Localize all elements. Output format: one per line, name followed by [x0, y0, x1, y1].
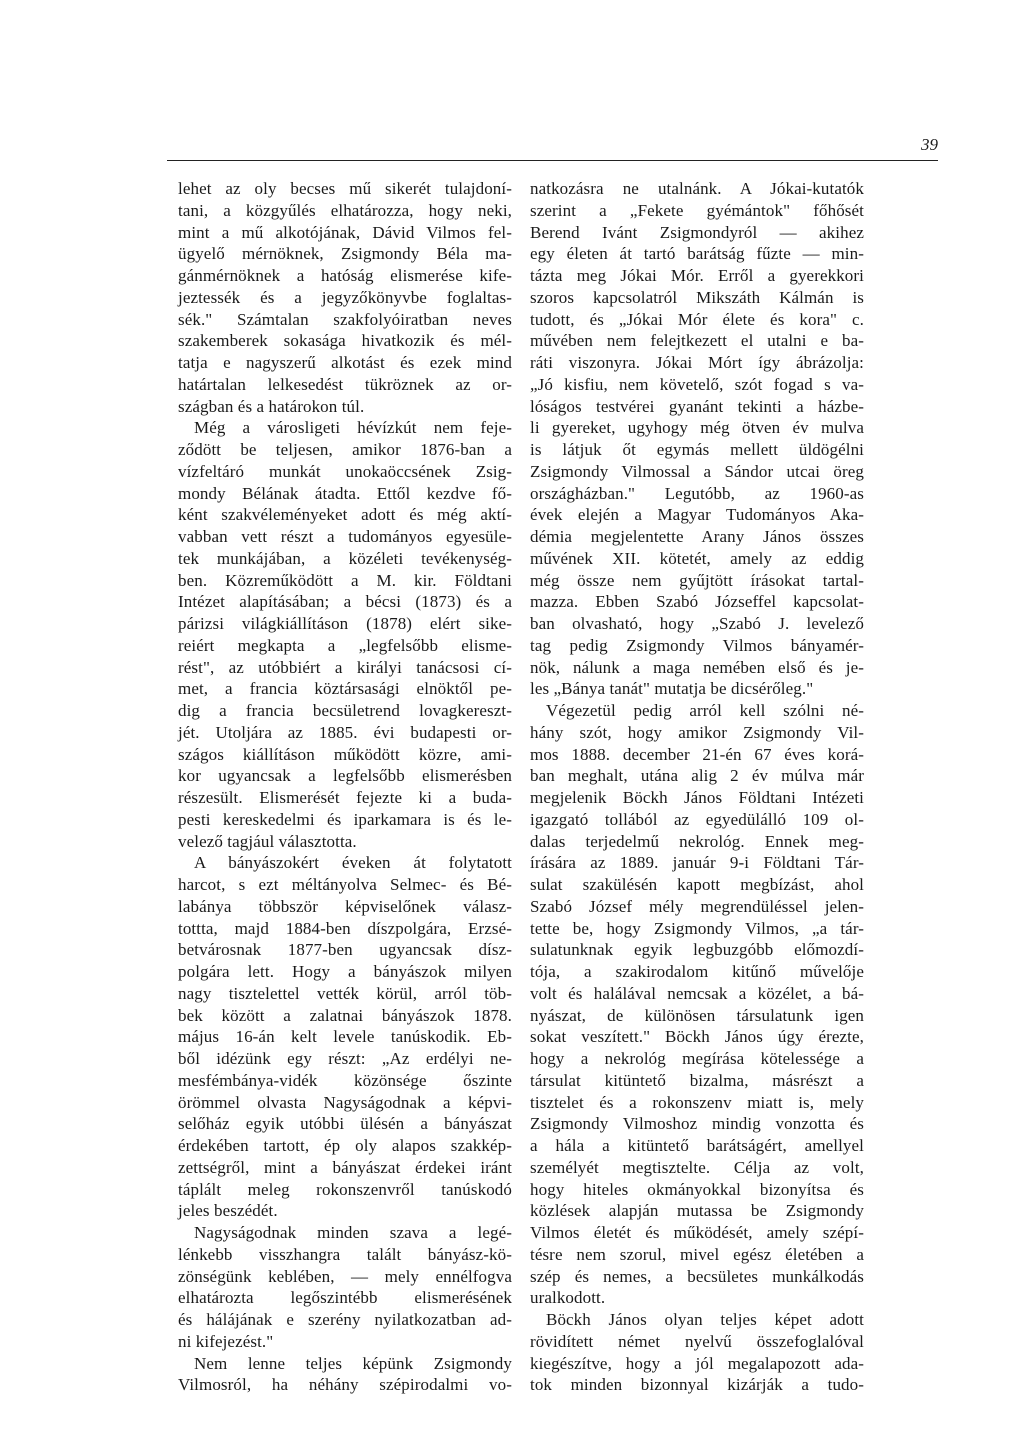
text-line: ződött be teljesen, amikor 1876-ban a: [178, 440, 512, 459]
text-line: velező tagjául választotta.: [178, 831, 357, 851]
text-line: jeztessék és a jegyzőkönyvbe foglaltas-: [178, 287, 512, 307]
header-rule: [167, 160, 938, 161]
text-line: sokat veszített." Böckh János úgy érezte,: [530, 1027, 864, 1047]
text-line: rövidített német nyelvű összefoglalóval: [530, 1331, 864, 1351]
text-line: zönségünk keblében, — mely ennélfogva: [178, 1266, 512, 1286]
text-line: jét. Utoljára az 1885. évi budapesti or-: [178, 722, 512, 742]
text-line: ből idézünk egy részt: „Az erdélyi ne-: [178, 1049, 512, 1068]
text-line: szoros kapcsolatról Mikszáth Kálmán is: [530, 287, 864, 307]
text-line: tója, a szakirodalom kitűnő művelője: [530, 962, 864, 981]
text-line: kiegészítve, hogy a jól megalapozott ada-: [530, 1353, 864, 1373]
text-line: tottta, majd 1884-ben díszpolgára, Erzsé-: [178, 918, 512, 938]
text-line: polgára lett. Hogy a bányászok milyen: [178, 962, 512, 981]
text-line: betvárosnak 1877-ben ugyancsak dísz-: [178, 940, 512, 960]
text-line: pesti kereskedelmi és iparkamara is és le-: [178, 809, 512, 829]
text-line: párizsi világkiállításon (1878) elért sike-: [178, 614, 512, 633]
text-line: Vilmosról, ha néhány szépirodalmi vo-: [178, 1375, 512, 1395]
text-line: lóságos testvérei gyanánt tekinti a házbe-: [530, 396, 864, 416]
text-line: ban meghalt, utána alig 2 év múlva már: [530, 766, 864, 786]
text-line: Nagyságodnak minden szava a legé-: [194, 1223, 512, 1242]
text-line: Szabó József mély megrendüléssel jelen-: [530, 896, 864, 916]
text-line: Zsigmondy Vilmossal a Sándor utcai öreg: [530, 461, 864, 481]
text-line: érdekében tartott, ép oly alapos szakkép-: [178, 1136, 512, 1155]
text-line: határtalan lelkesedést tükröznek az or-: [178, 374, 512, 394]
text-line: örömmel olvasta Nagyságodnak a képvi-: [178, 1092, 512, 1112]
text-line: uralkodott.: [530, 1288, 606, 1308]
text-line: Még a városligeti hévízkút nem feje-: [194, 418, 512, 438]
text-line: írására az 1889. január 9-i Földtani Tár-: [530, 853, 864, 873]
text-line: mazza. Ebben Szabó Józseffel kapcsolat-: [530, 592, 864, 612]
text-line: szágos kiállításon működött közre, ami-: [178, 744, 512, 764]
text-line: harcot, s ezt méltányolva Selmec- és Bé-: [178, 875, 512, 894]
text-line: Zsigmondy Vilmoshoz mindig vonzotta és: [530, 1114, 864, 1134]
text-line: ügyelő mérnöknek, Zsigmondy Béla ma-: [178, 244, 512, 264]
page-number: 39: [921, 135, 938, 154]
text-line: ben. Közreműködött a M. kir. Földtani: [178, 570, 512, 590]
text-line: nyászat, de különösen társulatunk igen: [530, 1005, 864, 1025]
text-line: Nem lenne teljes képünk Zsigmondy: [194, 1353, 512, 1373]
text-line: volt és halálával nemcsak a közélet, a bá-: [530, 983, 864, 1003]
text-line: tani, a közgyűlés elhatározza, hogy neki,: [178, 200, 512, 220]
text-line: még össze nem gyűjtött írásokat tartal-: [530, 570, 864, 590]
text-line: sulat szakülésén kapott megbízást, ahol: [530, 875, 864, 894]
text-line: közlések alapján mutassa be Zsigmondy: [530, 1201, 864, 1221]
text-line: „Jó kisfiu, nem követelő, szót fogad s va-: [530, 374, 864, 394]
text-line: ráti viszonyra. Jókai Mórt így ábrázolja:: [530, 353, 864, 372]
right-column: [530, 178, 864, 1396]
text-line: vízfeltáró munkát unokaöccsének Zsig-: [178, 461, 512, 481]
text-line: szerint a „Fekete gyémántok" főhősét: [530, 200, 864, 220]
text-line: sék." Számtalan szakfolyóiratban neves: [178, 309, 512, 329]
text-line: les „Bánya tanát" mutatja be dicsérőleg.": [530, 679, 814, 699]
text-line: tésre nem szorul, mivel egész életében a: [530, 1244, 864, 1264]
text-line: A bányászokért éveken át folytatott: [194, 853, 512, 873]
text-line: natkozásra ne utalnánk. A Jókai-kutatók: [530, 179, 864, 198]
text-line: Vilmos életét és működését, amely szépí-: [530, 1223, 864, 1242]
text-line: rést", az utóbbiért a királyi tanácsosi cí-: [178, 657, 512, 677]
text-line: szakemberek sokasága hivatkozik és mél-: [178, 331, 512, 351]
text-line: egy életen át tartó barátság fűzte — min-: [530, 244, 864, 264]
text-line: dalas terjedelmű nekrológ. Ennek meg-: [530, 831, 864, 851]
text-line: jeles beszédét.: [178, 1201, 278, 1221]
text-line: zettségről, mint a bányászat érdekei iránt: [178, 1157, 512, 1177]
text-line: elhatározta legőszintébb elismerésének: [178, 1288, 512, 1308]
text-line: lénkebb visszhangra talált bányász-kö-: [178, 1244, 512, 1264]
text-line: mesfémbánya-vidék közönsége őszinte: [178, 1070, 512, 1090]
text-line: táplált meleg rokonszenvről tanúskodó: [178, 1179, 512, 1199]
text-line: társulat kitüntető bizalma, másrészt a: [530, 1070, 864, 1090]
text-line: május 16-án kelt levele tanúskodik. Eb-: [178, 1027, 512, 1047]
text-line: mint a mű alkotójának, Dávid Vilmos fel-: [178, 222, 512, 242]
text-line: sulatunknak egyik legbuzgóbb előmozdí-: [530, 940, 864, 960]
text-line: kor ugyancsak a legfelsőbb elismerésben: [178, 766, 512, 786]
text-line: részesült. Elismerését fejezte ki a buda-: [178, 788, 512, 807]
text-line: tázta meg Jókai Mór. Erről a gyerekkori: [530, 266, 864, 285]
text-line: Berend Ivánt Zsigmondyról — akihez: [530, 222, 864, 242]
text-line: lehet az oly becses mű sikerét tulajdoní-: [178, 179, 512, 198]
text-line: és hálájának e szerény nyilatkozatban ad-: [178, 1310, 512, 1329]
text-line: igazgató tollából az egyedülálló 109 ol-: [530, 809, 864, 829]
text-line: tudott, és „Jókai Mór élete és kora" c.: [530, 309, 864, 329]
text-line: is látjuk őt egymás mellett üldögélni: [530, 440, 864, 459]
text-line: művében nem felejtkezett el utalni e ba-: [530, 331, 864, 351]
text-line: reiért megkapta a „legfelsőbb elisme-: [178, 635, 512, 655]
text-line: szágban és a határokon túl.: [178, 396, 365, 416]
text-line: labánya többször képviselőnek válasz-: [178, 896, 512, 916]
text-line: országházban." Legutóbb, az 1960-as: [530, 483, 864, 503]
text-line: gánmérnöknek a hatóság elismerése kife-: [178, 266, 512, 285]
text-line: ként szakvéleményeket adott és még aktí-: [178, 505, 512, 525]
left-column: [178, 178, 512, 1396]
text-line: Végezetül pedig arról kell szólni né-: [546, 701, 864, 720]
text-line: mos 1888. december 21-én 67 éves korá-: [530, 744, 864, 764]
text-line: met, a francia köztársasági elnöktől pe-: [178, 679, 512, 699]
text-line: selőház egyik utóbbi ülésén a bányászat: [178, 1114, 512, 1134]
text-line: ban olvasható, hogy „Szabó J. levelező: [530, 614, 864, 633]
text-line: Intézet alapításában; a bécsi (1873) és a: [178, 592, 512, 612]
text-line: megjelenik Böckh János Földtani Intézeti: [530, 788, 864, 807]
text-line: szép és nemes, a becsületes munkálkodás: [530, 1266, 864, 1286]
text-line: tisztelet és a rokonszenv miatt is, mely: [530, 1092, 864, 1112]
text-line: a hála a kitüntető barátságért, amellyel: [530, 1136, 864, 1155]
text-line: hogy hiteles okmányokkal bizonyítsa és: [530, 1179, 864, 1199]
text-line: személyét megtisztelte. Célja az volt,: [530, 1157, 864, 1177]
text-line: évek elején a Magyar Tudományos Aka-: [530, 505, 864, 525]
text-line: tatja e nagyszerű alkotást és ezek mind: [178, 353, 512, 372]
text-line: hogy a nekrológ megírása kötelessége a: [530, 1049, 864, 1068]
text-line: Böckh János olyan teljes képet adott: [546, 1310, 864, 1329]
text-line: démia megjelentette Arany János összes: [530, 527, 864, 546]
text-line: nök, nálunk a maga nemében első és je-: [530, 657, 864, 677]
text-line: tek munkájában, a közéleti tevékenység-: [178, 548, 512, 568]
text-line: művének XII. kötetét, amely az eddig: [530, 548, 864, 568]
text-line: tette be, hogy Zsigmondy Vilmos, „a tár-: [530, 918, 864, 938]
text-line: hány szót, hogy amikor Zsigmondy Vil-: [530, 722, 864, 742]
text-line: ni kifejezést.": [178, 1331, 274, 1351]
text-line: li gyereket, ugyhogy még ötven év mulva: [530, 418, 864, 438]
text-line: vabban vett részt a tudományos egyesüle-: [178, 527, 512, 546]
text-line: mondy Bélának átadta. Ettől kezdve fő-: [178, 483, 512, 503]
text-line: tok minden bizonnyal kizárják a tudo-: [530, 1375, 864, 1395]
text-line: bek között a zalatnai bányászok 1878.: [178, 1005, 512, 1025]
text-line: tag pedig Zsigmondy Vilmos bányamér-: [530, 635, 864, 655]
text-line: nagy tisztelettel vették körül, arról töb-: [178, 983, 512, 1003]
text-line: dig a francia becsületrend lovagkereszt-: [178, 701, 512, 720]
